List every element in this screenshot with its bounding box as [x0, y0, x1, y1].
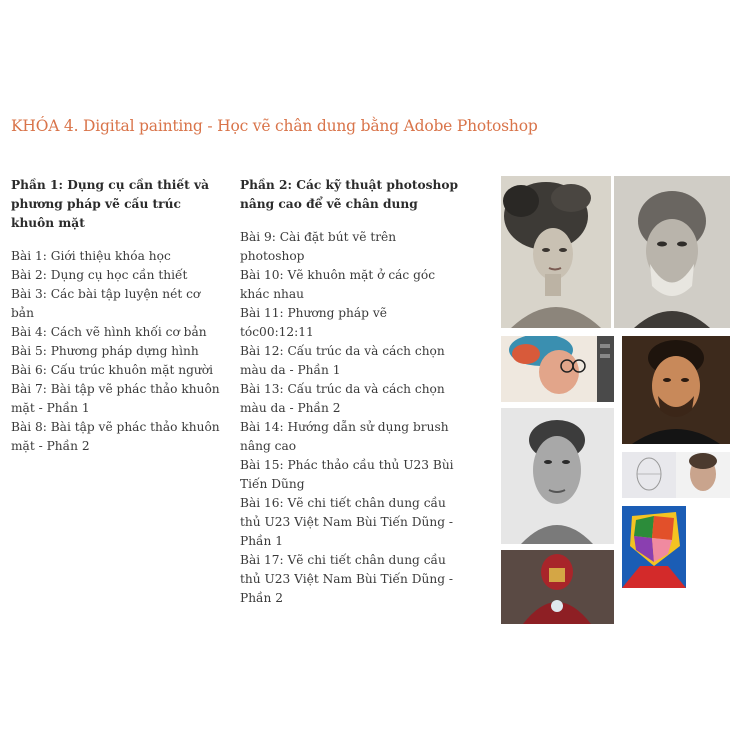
part1-column: [11, 176, 221, 456]
lesson-item: Bài 14: Hướng dẫn sử dụng brush nâng cao: [240, 420, 449, 453]
lesson-item: Bài 6: Cấu trúc khuôn mặt người: [11, 363, 213, 377]
lesson-item: Bài 7: Bài tập vẽ phác thảo khuôn mặt - Phần 1: [11, 382, 220, 415]
portrait-woman-ink-image: [501, 176, 611, 328]
page-title: KHÓA 4. Digital painting - Học vẽ chân dung bằng Adobe Photoshop: [11, 117, 538, 135]
lesson-item: Bài 5: Phương pháp dựng hình: [11, 344, 199, 358]
portrait-sketch-comparison-image: [622, 452, 730, 498]
lesson-item: Bài 11: Phương pháp vẽ tóc00:12:11: [240, 306, 387, 339]
portrait-old-man-ink-image: [614, 176, 730, 328]
portrait-glasses-colorful-image: [501, 336, 614, 402]
lesson-item: Bài 1: Giới thiệu khóa học: [11, 249, 171, 263]
lesson-item: Bài 9: Cài đặt bút vẽ trên photoshop: [240, 230, 397, 263]
lesson-item: Bài 4: Cách vẽ hình khối cơ bản: [11, 325, 207, 339]
lesson-item: Bài 12: Cấu trúc da và cách chọn màu da - Phần 1: [240, 344, 445, 377]
lesson-item: Bài 13: Cấu trúc da và cách chọn màu da - Phần 2: [240, 382, 445, 415]
lesson-item: Bài 16: Vẽ chi tiết chân dung cầu thủ U23 Việt Nam Bùi Tiến Dũng - Phần 1: [240, 496, 454, 548]
portrait-man-bw-image: [501, 408, 614, 544]
lesson-item: Bài 17: Vẽ chi tiết chân dung cầu thủ U23 Việt Nam Bùi Tiến Dũng - Phần 2: [240, 553, 454, 605]
part2-column: [240, 176, 460, 608]
portrait-wpap-pop-art-image: [622, 506, 686, 588]
part1-heading: Phần 1: Dụng cụ cần thiết và phương pháp vẽ cấu trúc khuôn mặt: [11, 178, 209, 230]
lesson-item: Bài 8: Bài tập vẽ phác thảo khuôn mặt - Phần 2: [11, 420, 220, 453]
portrait-man-beard-image: [622, 336, 730, 444]
lesson-item: Bài 10: Vẽ khuôn mặt ở các góc khác nhau: [240, 268, 436, 301]
lesson-item: Bài 15: Phác thảo cầu thủ U23 Bùi Tiến Dũng: [240, 458, 454, 491]
portrait-armor-hero-image: [501, 550, 614, 624]
part2-heading: Phần 2: Các kỹ thuật photoshop nâng cao để vẽ chân dung: [240, 178, 459, 211]
part1-lesson-list: [11, 247, 221, 456]
lesson-item: Bài 2: Dụng cụ học cần thiết: [11, 268, 188, 282]
lesson-item: Bài 3: Các bài tập luyện nét cơ bản: [11, 287, 201, 320]
part2-lesson-list: [240, 228, 460, 608]
